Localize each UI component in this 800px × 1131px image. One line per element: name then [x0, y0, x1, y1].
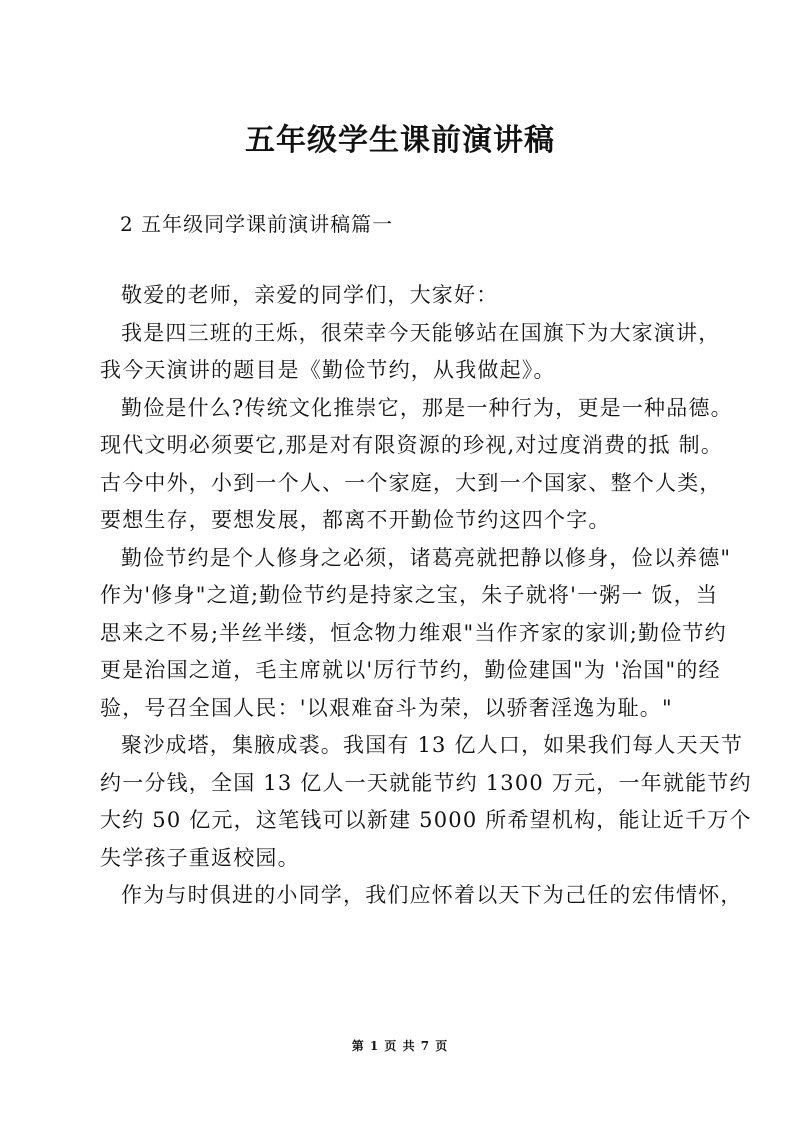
text-line: 现代文明必须要它,那是对有限资源的珍视,对过度消费的抵 制。 [100, 433, 724, 457]
text-line: 要想生存，要想发展，都离不开勤俭节约这四个字。 [100, 508, 611, 532]
text-line: 聚沙成塔，集腋成裘。我国有 13 亿人口，如果我们每人天天节 [121, 733, 744, 757]
body-text [100, 277, 752, 915]
text-line: 大约 50 亿元，这笔钱可以新建 5000 所希望机构，能让近千万个 [100, 808, 752, 832]
text-line: 更是治国之道，毛主席就以'厉行节约，勤俭建国"为 '治国"的经 [100, 658, 721, 682]
section-heading: 2 五年级同学课前演讲稿篇一 [120, 212, 394, 236]
text-line: 勤俭是什么?传统文化推崇它，那是一种行为，更是一种品德。 [121, 395, 733, 420]
text-line: 约一分钱，全国 13 亿人一天就能节约 1300 万元，一年就能节约 [100, 770, 752, 795]
text-line: 思来之不易;半丝半缕，恒念物力维艰"当作齐家的家训;勤俭节约 [100, 620, 727, 645]
text-line: 古今中外，小到一个人、一个家庭，大到一个国家、整个人类， [100, 470, 722, 495]
text-line: 勤俭节约是个人修身之必须，诸葛亮就把静以修身，俭以养德" [121, 545, 732, 570]
text-line: 验，号召全国人民：'以艰难奋斗为荣，以骄奢淫逸为耻。" [100, 695, 673, 720]
text-line: 敬爱的老师，亲爱的同学们，大家好： [121, 283, 499, 307]
page-footer: 第 1 页 共 7 页 [351, 1039, 449, 1053]
page-title: 五年级学生课前演讲稿 [245, 123, 555, 158]
text-line: 作为'修身"之道;勤俭节约是持家之宝，朱子就将'一粥一 饭，当 [100, 583, 719, 607]
text-line: 我是四三班的王烁，很荣幸今天能够站在国旗下为大家演讲， [121, 320, 721, 345]
text-line: 作为与时俱进的小同学，我们应怀着以天下为己任的宏伟情怀， [121, 883, 743, 907]
text-line: 我今天演讲的题目是《勤俭节约，从我做起》。 [100, 358, 556, 382]
text-line: 失学孩子重返校园。 [100, 845, 300, 870]
